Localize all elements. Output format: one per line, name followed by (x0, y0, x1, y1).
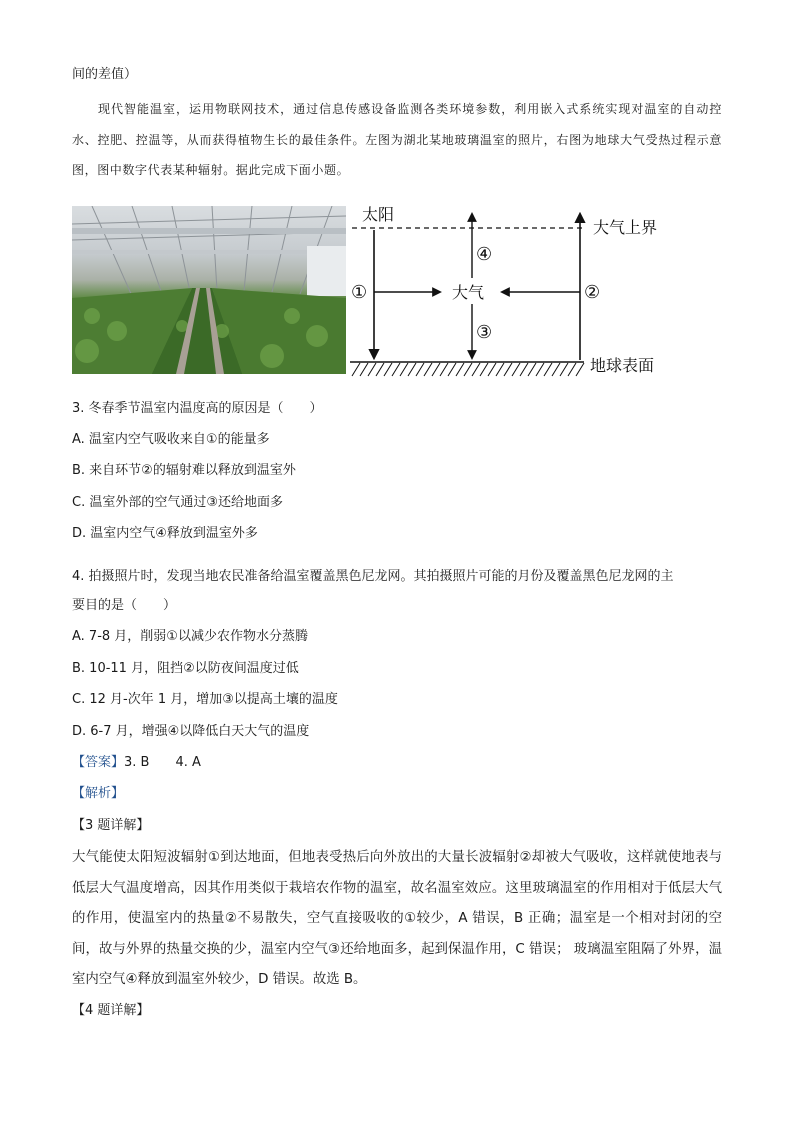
question-3-option-b: B. 来自环节②的辐射难以释放到温室外 (72, 463, 296, 478)
question-4-option-c: C. 12 月-次年 1 月，增加③以提高土壤的温度 (72, 692, 338, 707)
question-3-option-d: D. 温室内空气④释放到温室外多 (72, 526, 258, 541)
answer-text: 3. B 4. A (124, 755, 201, 770)
q3-detail-paragraph: 大气能使太阳短波辐射①到达地面，但地表受热后向外放出的大量长波辐射②却被大气吸收，这样就使地表与低层大气温度增高，因其作用类似于栽培农作物的温室，故名温室效应。这里玻璃温室的作用相对于低层大气的作用，使温室内的热量②不易散失，空气直接吸收的①较少，A 错误，B 正确；温室是一个相对封闭的空间，故与外界的热量交换的少，温室内空气③还给地面多，起到保温作用，C 错误； 玻璃温室阻隔了外界，温室内空气④释放到温室外较少，D 错误。故选 B。 (72, 850, 722, 987)
question-3-stem: 3. 冬春季节温室内温度高的原因是（ ） (72, 401, 323, 416)
greenhouse-photo (72, 206, 346, 374)
atmosphere-heating-diagram (344, 200, 684, 382)
analysis-tag: 【解析】 (72, 786, 125, 801)
radiation-1-label: ① (351, 282, 368, 303)
top-fragment: 间的差值） (72, 67, 138, 82)
q3-detail-heading: 【3 题详解】 (72, 818, 150, 833)
question-4-option-b: B. 10-11 月，阻挡②以防夜间温度过低 (72, 661, 299, 676)
answer-row (72, 755, 201, 771)
question-4-option-d: D. 6-7 月，增强④以降低白天大气的温度 (72, 724, 310, 739)
atmosphere-top-label: 大气上界 (593, 218, 658, 237)
radiation-3-label: ③ (476, 322, 493, 343)
q4-detail-heading: 【4 题详解】 (72, 1003, 150, 1018)
question-3-option-c: C. 温室外部的空气通过③还给地面多 (72, 495, 283, 510)
sun-label: 太阳 (362, 205, 395, 224)
question-3-option-a: A. 温室内空气吸收来自①的能量多 (72, 432, 270, 447)
intro-paragraph: 现代智能温室，运用物联网技术，通过信息传感设备监测各类环境参数，利用嵌入式系统实现对温室的自动控水、控肥、控温等，从而获得植物生长的最佳条件。左图为湖北某地玻璃温室的照片，右图为地球大气受热过程示意图，图中数字代表某种辐射。据此完成下面小题。 (72, 102, 722, 177)
radiation-2-label: ② (584, 282, 601, 303)
question-4-stem-line1: 4. 拍摄照片时，发现当地农民准备给温室覆盖黑色尼龙网。其拍摄照片可能的月份及覆盖黑色尼龙网的主 (72, 569, 674, 584)
answer-tag: 【答案】 (72, 755, 125, 770)
question-4-stem-line2: 要目的是（ ） (72, 598, 177, 613)
atmosphere-label: 大气 (452, 283, 485, 302)
question-4-option-a: A. 7-8 月，削弱①以减少农作物水分蒸腾 (72, 629, 308, 644)
greenhouse-illustration (72, 206, 346, 374)
surface-label: 地球表面 (590, 356, 655, 375)
radiation-4-label: ④ (476, 244, 493, 265)
